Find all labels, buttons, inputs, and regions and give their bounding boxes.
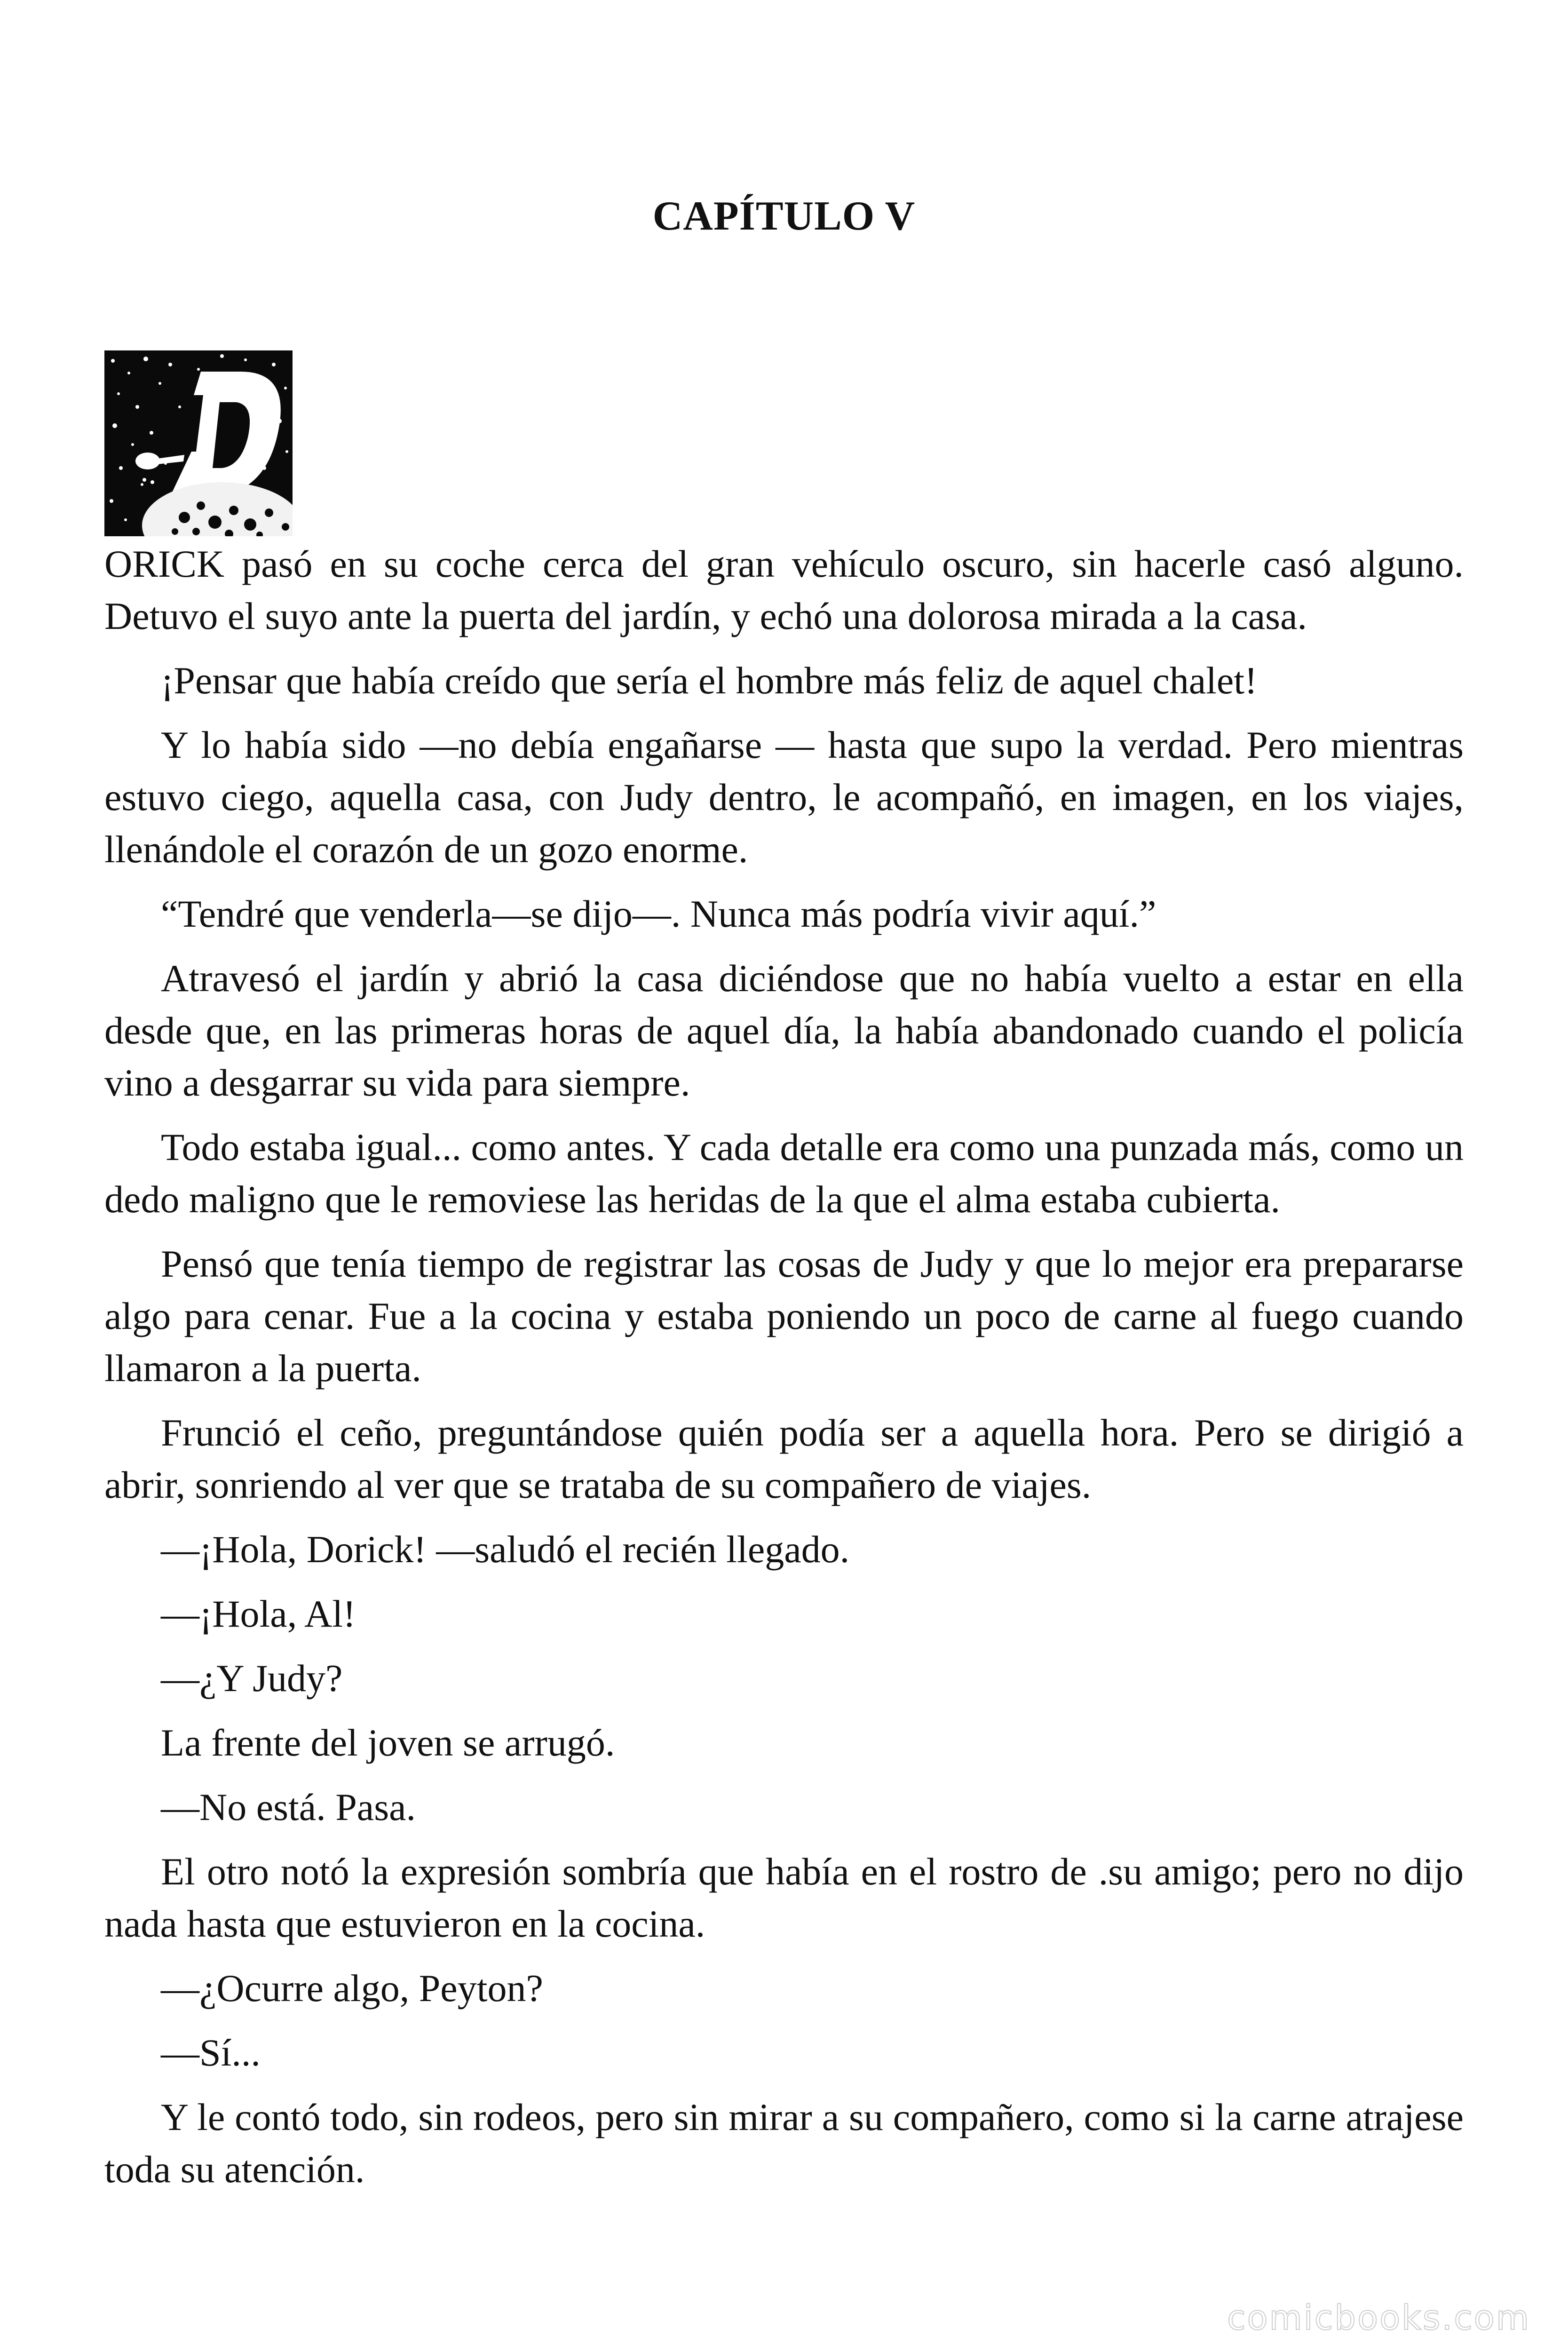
decorated-initial-d-icon <box>104 350 293 536</box>
paragraph-7: Pensó que tenía tiempo de registrar las cosas de Judy y que lo mejor era prepararse algo para cenar. Fue a la cocina y estaba poniendo un poco de carne al fuego cuando llamaron a la puerta. <box>104 1242 1464 1390</box>
paragraph-1: ORICK pasó en su coche cerca del gran vehículo oscuro, sin hacerle casó alguno. Detuvo el suyo ante la puerta del jardín, y echó una dolorosa mirada a la casa. <box>104 542 1464 637</box>
paragraph-6: Todo estaba igual... como antes. Y cada detalle era como una punzada más, como un dedo maligno que le removiese las heridas de la que el alma estaba cubierta. <box>104 1126 1464 1221</box>
paragraph-8: Frunció el ceño, preguntándose quién podía ser a aquella hora. Pero se dirigió a abrir, sonriendo al ver que se trataba de su compañero de viajes. <box>104 1411 1464 1506</box>
paragraph-5: Atravesó el jardín y abrió la casa diciéndose que no había vuelto a estar en ella desde que, en las primeras horas de aquel día, la había abandonado cuando el policía vino a desgarrar su vida para siempre. <box>104 957 1464 1104</box>
watermark: comicbooks.com <box>1227 2298 1530 2337</box>
dialogue-line: —¡Hola, Dorick! —saludó el recién llegado. <box>161 1528 850 1571</box>
paragraph-3: Y lo había sido —no debía engañarse — hasta que supo la verdad. Pero mientras estuvo ciego, aquella casa, con Judy dentro, le acompañó, en imagen, en los viajes, llenándole el corazón de un gozo enorme. <box>104 723 1464 871</box>
paragraph-2: ¡Pensar que había creído que sería el hombre más feliz de aquel chalet! <box>161 659 1258 702</box>
chapter-title: CAPÍTULO V <box>652 193 916 239</box>
dialogue-line: —Sí... <box>161 2031 261 2074</box>
dialogue-line: —No está. Pasa. <box>161 1786 416 1828</box>
paragraph-4: “Tendré que venderla—se dijo—. Nunca más podría vivir aquí.” <box>161 892 1156 935</box>
dialogue-line: —¡Hola, Al! <box>161 1592 356 1635</box>
paragraph-12: La frente del joven se arrugó. <box>161 1721 615 1764</box>
paragraph-17: Y le contó todo, sin rodeos, pero sin mirar a su compañero, como si la carne atrajese toda su atención. <box>104 2096 1464 2191</box>
drop-cap-image <box>104 350 293 536</box>
dialogue-line: —¿Ocurre algo, Peyton? <box>161 1967 543 2010</box>
dialogue-line: —¿Y Judy? <box>161 1657 343 1700</box>
paragraph-14: El otro notó la expresión sombría que había en el rostro de .su amigo; pero no dijo nada hasta que estuvieron en la cocina. <box>104 1850 1464 1945</box>
chapter-body-text <box>104 538 1464 2208</box>
